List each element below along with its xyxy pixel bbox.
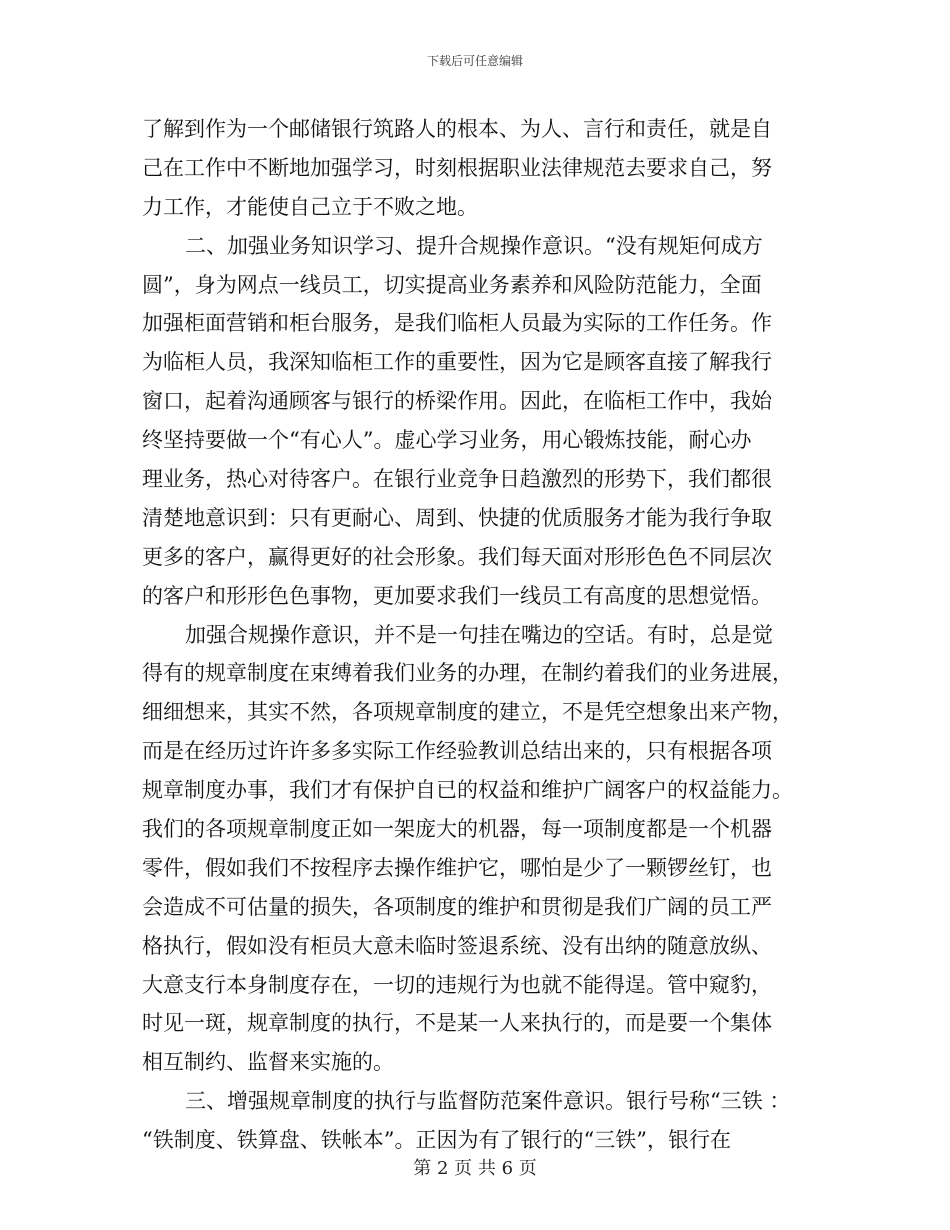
text-line: 了解到作为一个邮储银行筑路人的根本、为人、言行和责任，就是自 [142, 117, 772, 141]
text-line: 零件，假如我们不按程序去操作维护它，哪怕是少了一颗锣丝钉，也 [142, 855, 772, 880]
text-line: 己在工作中不断地加强学习，时刻根据职业法律规范去要求自己，努 [142, 155, 772, 180]
text-line: 我们的各项规章制度正如一架庞大的机器，每一项制度都是一个机器 [142, 817, 772, 842]
page-header: 下载后可任意编辑 [426, 54, 523, 68]
text-line: 更多的客户，赢得更好的社会形象。我们每天面对形形色色不同层次 [142, 544, 772, 569]
text-line: 三、增强规章制度的执行与监督防范案件意识。银行号称“三铁 ： [185, 1089, 791, 1114]
text-line: 大意支行本身制度存在，一切的违规行为也就不能得逞。管中窥豹， [142, 972, 772, 997]
text-line: 二、加强业务知识学习、提升合规操作意识。“没有规矩何成方 [185, 233, 763, 258]
text-line: 加强柜面营销和柜台服务，是我们临柜人员最为实际的工作任务。作 [142, 311, 772, 336]
text-line: 清楚地意识到：只有更耐心、周到、快捷的优质服务才能为我行争取 [142, 505, 772, 530]
text-line: 得有的规章制度在束缚着我们业务的办理，在制约着我们的业务进展， [142, 661, 793, 686]
text-line: 理业务，热心对待客户。在银行业竞争日趋激烈的形势下，我们都很 [142, 467, 772, 492]
text-line: 为临柜人员，我深知临柜工作的重要性，因为它是顾客直接了解我行 [142, 350, 772, 375]
text-line: 时见一斑，规章制度的执行，不是某一人来执行的，而是要一个集体 [142, 1011, 772, 1036]
text-line: 终坚持要做一个“有心人”。虚心学习业务，用心锻炼技能，耐心办 [142, 428, 752, 453]
text-line: 细细想来，其实不然，各项规章制度的建立，不是凭空想象出来产物， [142, 700, 793, 725]
text-line: “铁制度、铁算盘、铁帐本”。正因为有了银行的“三铁”，银行在 [142, 1128, 731, 1153]
text-line: 力工作，才能使自己立于不败之地。 [142, 194, 478, 219]
text-line: 窗口，起着沟通顾客与银行的桥梁作用。因此，在临柜工作中，我始 [142, 389, 772, 414]
text-line: 圆”，身为网点一线员工，切实提高业务素养和风险防范能力，全面 [142, 272, 762, 297]
text-line: 规章制度办事，我们才有保护自已的权益和维护广阔客户的权益能力。 [142, 778, 793, 803]
page-footer: 第 2 页 共 6 页 [413, 1158, 537, 1179]
document-body [142, 110, 802, 1160]
text-line: 相互制约、监督来实施的。 [142, 1050, 394, 1075]
text-line: 的客户和形形色色事物，更加要求我们一线员工有高度的思想觉悟。 [142, 583, 772, 608]
text-line: 格执行，假如没有柜员大意未临时签退系统、没有出纳的随意放纵、 [142, 933, 772, 958]
text-line: 而是在经历过许许多多实际工作经验教训总结出来的，只有根据各项 [142, 739, 772, 764]
text-line: 加强合规操作意识，并不是一句挂在嘴边的空话。有时，总是觉 [185, 622, 773, 647]
text-line: 会造成不可估量的损失，各项制度的维护和贯彻是我们广阔的员工严 [142, 894, 772, 919]
